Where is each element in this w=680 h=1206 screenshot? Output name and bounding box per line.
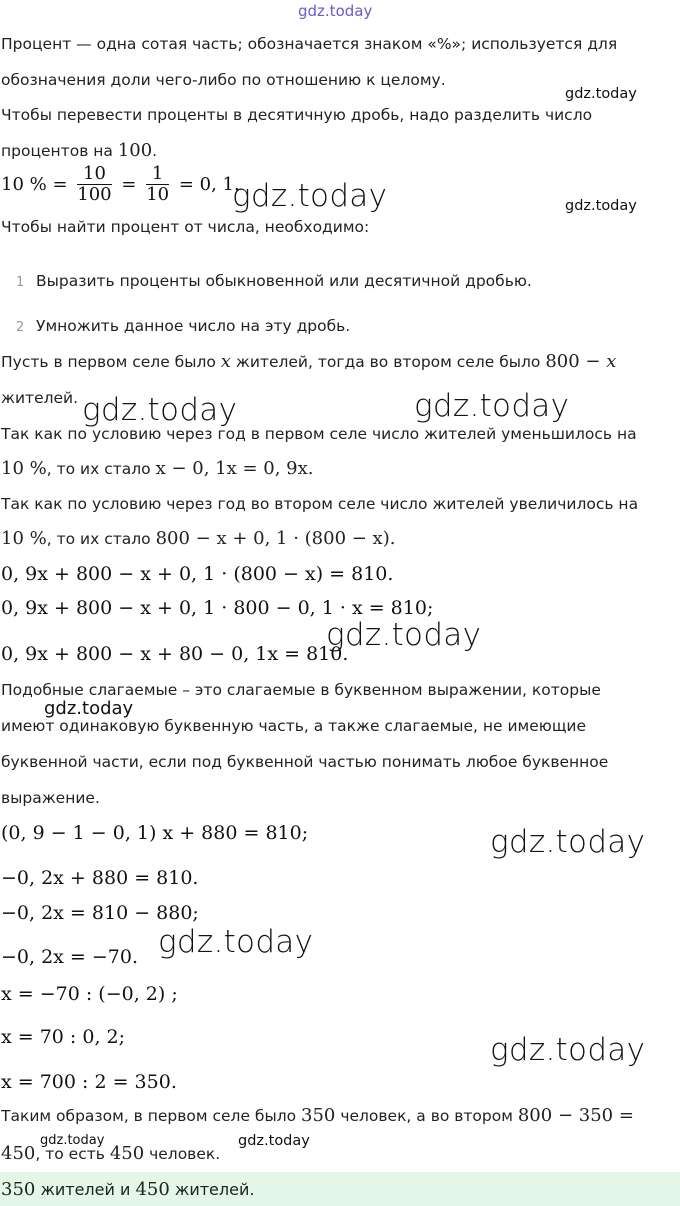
variable: x [220, 351, 231, 372]
watermark-small: gdz.today [238, 1133, 310, 1149]
math: 800 − [545, 351, 607, 372]
definition-line: выражение. [1, 789, 100, 807]
answer-label: жителей. [169, 1180, 255, 1199]
fraction-numerator: 10 [77, 164, 111, 185]
watermark-large: gdz.today [326, 617, 482, 653]
list-item: Выразить проценты обыкновенной или десятичной дробью. [36, 272, 532, 290]
equation: −0, 2x = 810 − 880; [1, 902, 199, 924]
definition-line: буквенной части, если под буквенной частью понимать любое буквенное [1, 753, 609, 771]
answer-box [0, 1172, 680, 1206]
equation: 0, 9x + 800 − x + 0, 1 · (800 − x) = 810. [1, 563, 394, 585]
solution-line [1, 458, 314, 479]
math: 450 [109, 1143, 145, 1164]
rule-text: процентов на [1, 142, 118, 160]
definition-line: Подобные слагаемые – это слагаемые в буквенном выражении, которые [1, 681, 601, 699]
fraction-ten-hundred [77, 164, 111, 205]
list-item-number: 2 [16, 320, 25, 335]
list-item: Умножить данное число на эту дробь. [36, 317, 351, 335]
example-lhs: 10 % = [1, 174, 68, 195]
text: человек. [144, 1145, 221, 1163]
watermark-small: gdz.today [40, 1133, 105, 1148]
watermark-large: gdz.today [82, 392, 238, 428]
watermark-large: gdz.today [232, 178, 388, 214]
example-rhs: = 0, 1. [178, 174, 240, 195]
equation: −0, 2x = −70. [1, 946, 139, 968]
math: 800 − 350 = [517, 1105, 634, 1126]
solution-line [1, 528, 395, 549]
answer-label: жителей и [35, 1180, 136, 1199]
text: Пусть в первом селе было [1, 353, 221, 371]
rule-line [1, 140, 157, 161]
watermark-large: gdz.today [490, 1032, 646, 1068]
text: жителей, тогда во втором селе было [230, 353, 546, 371]
fraction-numerator: 1 [146, 164, 169, 185]
rule-period: . [152, 142, 158, 160]
rule-number: 100 [117, 140, 153, 161]
equation: x = −70 : (−0, 2) ; [1, 983, 178, 1005]
answer-number: 350 [1, 1179, 36, 1200]
text: человек, а во втором [335, 1107, 518, 1125]
equation: 0, 9x + 800 − x + 0, 1 · 800 − 0, 1 · x = 810; [1, 597, 434, 619]
math: 10 % [1, 528, 47, 549]
solution-line [1, 351, 616, 372]
solution-line: Так как по условию через год в первом селе число жителей уменьшилось на [1, 425, 637, 443]
watermark-small: gdz.today [565, 86, 637, 102]
equation: 0, 9x + 800 − x + 80 − 0, 1x = 810. [1, 643, 349, 665]
definition-line: Процент — одна сотая часть; обозначается знаком «%»; используется для [1, 35, 618, 53]
definition-line: имеют одинаковую буквенную часть, а также слагаемые, не имеющие [1, 717, 587, 735]
text: , то есть [35, 1145, 110, 1163]
variable: x [606, 351, 617, 372]
watermark-medium: gdz.today [44, 698, 134, 719]
conclusion-line [1, 1143, 220, 1164]
watermark-small: gdz.today [565, 198, 637, 214]
answer-number: 450 [135, 1179, 170, 1200]
solution-line: жителей. [1, 389, 79, 407]
fraction-one-ten [146, 164, 169, 205]
conclusion-line [1, 1105, 634, 1126]
watermark-large: gdz.today [414, 388, 570, 424]
answer-text [1, 1179, 254, 1200]
find-percent-heading: Чтобы найти процент от числа, необходимо: [1, 218, 370, 236]
math: 350 [301, 1105, 336, 1126]
list-item-number: 1 [16, 275, 25, 290]
fraction-denominator: 10 [146, 184, 170, 205]
math: 10 % [1, 458, 47, 479]
watermark-large: gdz.today [158, 924, 314, 960]
math: 450 [1, 1143, 36, 1164]
text: , то их стало [46, 530, 156, 548]
equals-sign: = [121, 174, 137, 195]
text: Таким образом, в первом селе было [1, 1107, 302, 1125]
equation: (0, 9 − 1 − 0, 1) x + 880 = 810; [1, 822, 309, 844]
fraction-denominator: 100 [77, 184, 112, 205]
solution-line: Так как по условию через год во втором селе число жителей увеличилось на [1, 495, 639, 513]
equation: x = 70 : 0, 2; [1, 1026, 126, 1048]
math: x − 0, 1x = 0, 9x. [155, 458, 314, 479]
rule-line: Чтобы перевести проценты в десятичную дробь, надо разделить число [1, 106, 593, 124]
text: , то их стало [46, 460, 156, 478]
equation: x = 700 : 2 = 350. [1, 1071, 177, 1093]
definition-line: обозначения доли чего-либо по отношению к целому. [1, 71, 446, 89]
equation: −0, 2x + 880 = 810. [1, 867, 199, 889]
math: 800 − x + 0, 1 · (800 − x). [155, 528, 396, 549]
watermark-top: gdz.today [298, 2, 373, 20]
watermark-large: gdz.today [490, 824, 646, 860]
percent-example [1, 164, 240, 205]
